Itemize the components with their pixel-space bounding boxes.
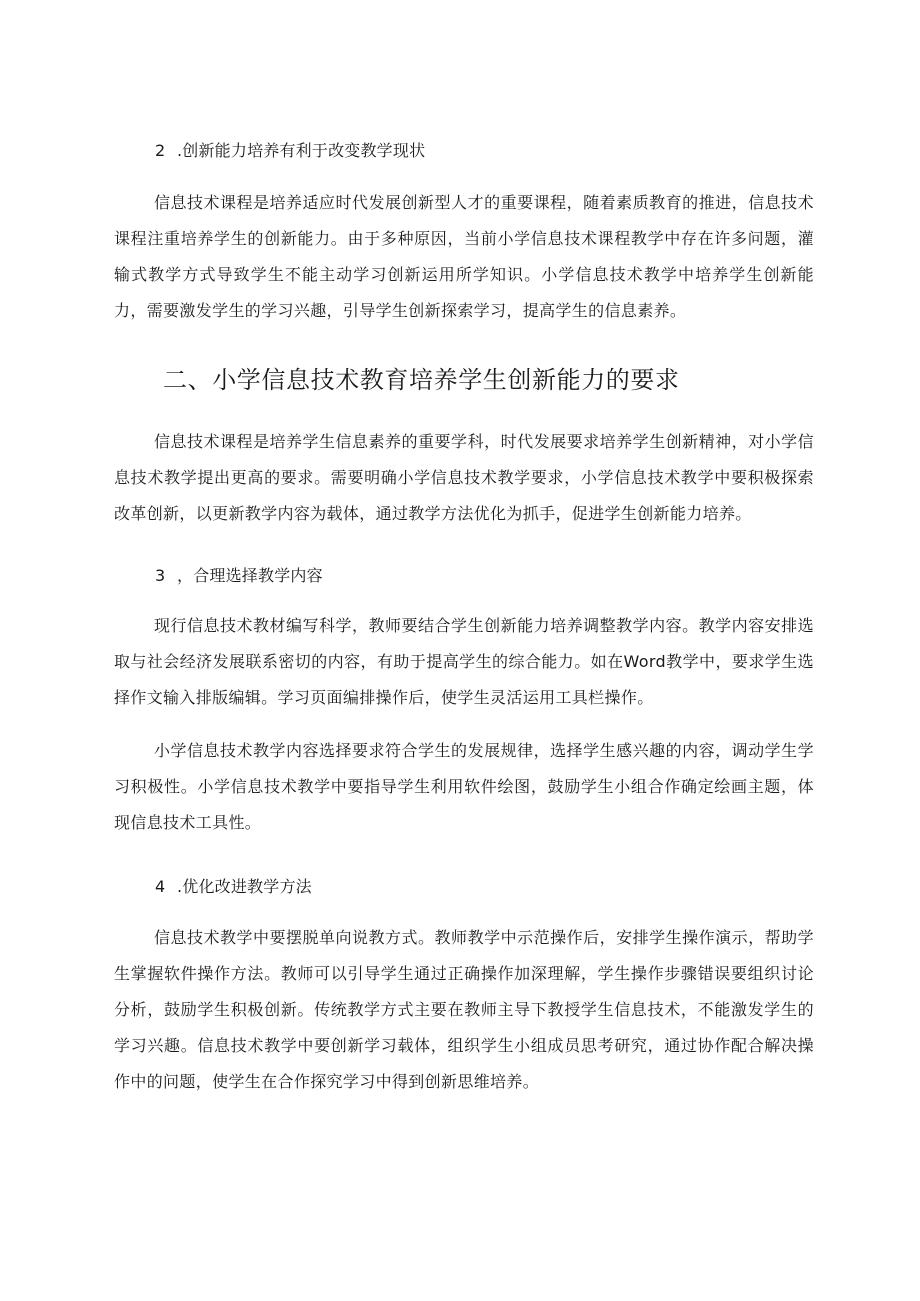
paragraph-2: 信息技术课程是培养学生信息素养的重要学科，时代发展要求培养学生创新精神，对小学信息技术教学提出更高的要求。需要明确小学信息技术教学要求，小学信息技术教学中要积极探索改革创新，以更新教学内容为载体，通过教学方法优化为抓手，促进学生创新能力培养。: [114, 432, 814, 523]
subheading-4: [155, 875, 312, 899]
section-title: 二、小学信息技术教育培养学生创新能力的要求: [163, 366, 680, 394]
subheading-3: [155, 564, 323, 588]
subheading-number: 2: [155, 141, 166, 160]
subheading-number: 4: [155, 877, 166, 896]
subheading-text: .优化改进教学方法: [177, 877, 312, 896]
subheading-number: 3: [155, 566, 166, 585]
subheading-2: [155, 139, 425, 163]
subheading-text: ，合理选择教学内容: [177, 566, 323, 585]
paragraph-3: 现行信息技术教材编写科学，教师要结合学生创新能力培养调整教学内容。教学内容安排选取与社会经济发展联系密切的内容，有助于提高学生的综合能力。如在Word教学中，要求学生选择作文输入排版编辑。学习页面编排操作后，使学生灵活运用工具栏操作。: [114, 616, 814, 707]
paragraph-1: 信息技术课程是培养适应时代发展创新型人才的重要课程，随着素质教育的推进，信息技术课程注重培养学生的创新能力。由于多种原因，当前小学信息技术课程教学中存在许多问题，灌输式教学方式导致学生不能主动学习创新运用所学知识。小学信息技术教学中培养学生创新能力，需要激发学生的学习兴趣，引导学生创新探索学习，提高学生的信息素养。: [114, 193, 814, 320]
paragraph-4: 小学信息技术教学内容选择要求符合学生的发展规律，选择学生感兴趣的内容，调动学生学习积极性。小学信息技术教学中要指导学生利用软件绘图，鼓励学生小组合作确定绘画主题，体现信息技术工具性。: [114, 741, 814, 832]
subheading-text: .创新能力培养有利于改变教学现状: [177, 141, 426, 160]
paragraph-5: 信息技术教学中要摆脱单向说教方式。教师教学中示范操作后，安排学生操作演示，帮助学生掌握软件操作方法。教师可以引导学生通过正确操作加深理解，学生操作步骤错误要组织讨论分析，鼓励学生积极创新。传统教学方式主要在教师主导下教授学生信息技术，不能激发学生的学习兴趣。信息技术教学中要创新学习载体，组织学生小组成员思考研究，通过协作配合解决操作中的问题，使学生在合作探究学习中得到创新思维培养。: [114, 928, 814, 1091]
